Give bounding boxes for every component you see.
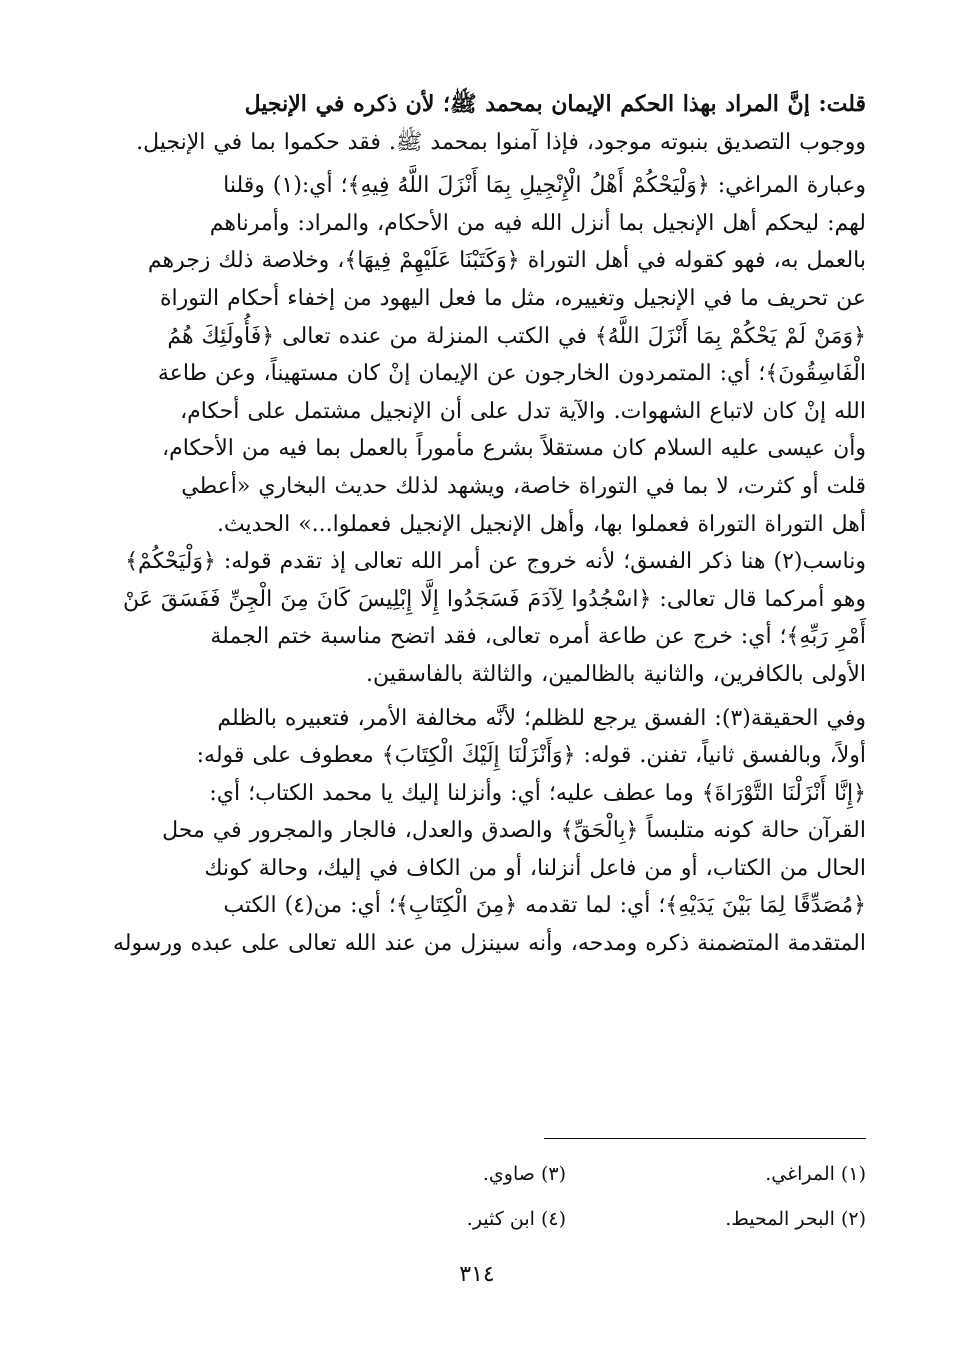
- text-line: وناسب(٢) هنا ذكر الفسق؛ لأنه خروج عن أمر الله تعالى إذ تقدم قوله: ﴿وَلْيَحْكُمْ﴾: [125, 549, 866, 575]
- text-line: الله إنْ كان لاتباع الشهوات. والآية تدل على أن الإنجيل مشتمل على أحكام،: [180, 398, 866, 424]
- text-line: الحال من الكتاب، أو من فاعل أنزلنا، أو من الكاف في إليك، وحالة كونك: [204, 855, 866, 881]
- text-line: الأولى بالكافرين، والثانية بالظالمين، والثالثة بالفاسقين.: [365, 661, 866, 687]
- footnote-3: (٣) صاوي.: [482, 1163, 566, 1185]
- text-line: أَمْرِ رَبِّهِ﴾؛ أي: خرج عن طاعة أمره تعالى، فقد اتضح مناسبة ختم الجملة: [210, 624, 866, 650]
- text-line: المتقدمة المتضمنة ذكره ومدحه، وأنه سينزل من عند الله تعالى على عبده ورسوله: [113, 931, 866, 957]
- footnote-divider: [544, 1138, 866, 1139]
- text-line: أهل التوراة التوراة فعملوا بها، وأهل الإنجيل الإنجيل فعملوا...» الحديث.: [216, 511, 866, 537]
- text-line: بالعمل به، فهو كقوله في أهل التوراة ﴿وَكَتَبْنَا عَلَيْهِمْ فِيهَا﴾، وخلاصة ذلك زجرهم: [147, 248, 866, 274]
- footnotes: [266, 1152, 866, 1242]
- paragraph-2: [88, 167, 866, 693]
- paragraph-1: [88, 86, 866, 161]
- footnote-2: (٢) البحر المحيط.: [725, 1208, 866, 1230]
- text-line: القرآن حالة كونه متلبساً ﴿بِالْحَقِّ﴾ والصدق والعدل، فالجار والمجرور في محل: [162, 818, 866, 844]
- footnote-1: (١) المراغي.: [765, 1163, 866, 1185]
- paragraph-3: [88, 700, 866, 963]
- footnote-row: [266, 1197, 866, 1242]
- text-line: أولاً، وبالفسق ثانياً، تفنن. قوله: ﴿وَأَنْزَلْنَا إِلَيْكَ الْكِتَابَ﴾ معطوف على قوله:: [196, 743, 866, 769]
- text-line: الْفَاسِقُونَ﴾؛ أي: المتمردون الخارجون عن الإيمان إنْ كان مستهيناً، وعن طاعة: [157, 361, 866, 387]
- text-line: وعبارة المراغي: ﴿وَلْيَحْكُمْ أَهْلُ الْإِنْجِيلِ بِمَا أَنْزَلَ اللَّهُ فِيهِ﴾؛ أي:(١) وقلنا: [223, 173, 866, 199]
- book-page: [88, 86, 866, 1287]
- text-line: وأن عيسى عليه السلام كان مستقلاً بشرع مأموراً بالعمل بما فيه من الأحكام،: [162, 436, 866, 462]
- text-line: وهو أمركما قال تعالى: ﴿اسْجُدُوا لِآدَمَ فَسَجَدُوا إِلَّا إِبْلِيسَ كَانَ مِنَ الْجِنِّ فَفَسَقَ عَنْ: [122, 586, 866, 612]
- footnote-4: (٤) ابن كثير.: [466, 1208, 566, 1230]
- footnote-row: [266, 1152, 866, 1197]
- page-number: ٣١٤: [459, 1262, 495, 1287]
- text-line: ووجوب التصديق بنبوته موجود، فإذا آمنوا بمحمد ﷺ. فقد حكموا بما في الإنجيل.: [136, 129, 866, 155]
- text-line: وفي الحقيقة(٣): الفسق يرجع للظلم؛ لأنَّه مخالفة الأمر، فتعبيره بالظلم: [217, 705, 866, 731]
- text-line: قلت أو كثرت، لا بما في التوراة خاصة، ويشهد لذلك حديث البخاري «أعطي: [181, 473, 866, 499]
- text-line: ﴿وَمَنْ لَمْ يَحْكُمْ بِمَا أَنْزَلَ اللَّهُ﴾ في الكتب المنزلة من عنده تعالى ﴿فَأُولَئِكَ هُمُ: [167, 323, 866, 349]
- text-line: عن تحريف ما في الإنجيل وتغييره، مثل ما فعل اليهود من إخفاء أحكام التوراة: [160, 285, 866, 311]
- text-line: قلت: إنَّ المراد بهذا الحكم الإيمان بمحمد ﷺ؛ لأن ذكره في الإنجيل: [244, 91, 866, 117]
- text-line: ﴿مُصَدِّقًا لِمَا بَيْنَ يَدَيْهِ﴾؛ أي: لما تقدمه ﴿مِنَ الْكِتَابِ﴾؛ أي: من(٤) الكتب: [223, 893, 866, 919]
- text-line: ﴿إِنَّا أَنْزَلْنَا التَّوْرَاةَ﴾ وما عطف عليه؛ أي: وأنزلنا إليك يا محمد الكتاب؛ أي:: [209, 780, 866, 806]
- text-line: لهم: ليحكم أهل الإنجيل بما أنزل الله فيه من الأحكام، والمراد: وأمرناهم: [209, 210, 866, 236]
